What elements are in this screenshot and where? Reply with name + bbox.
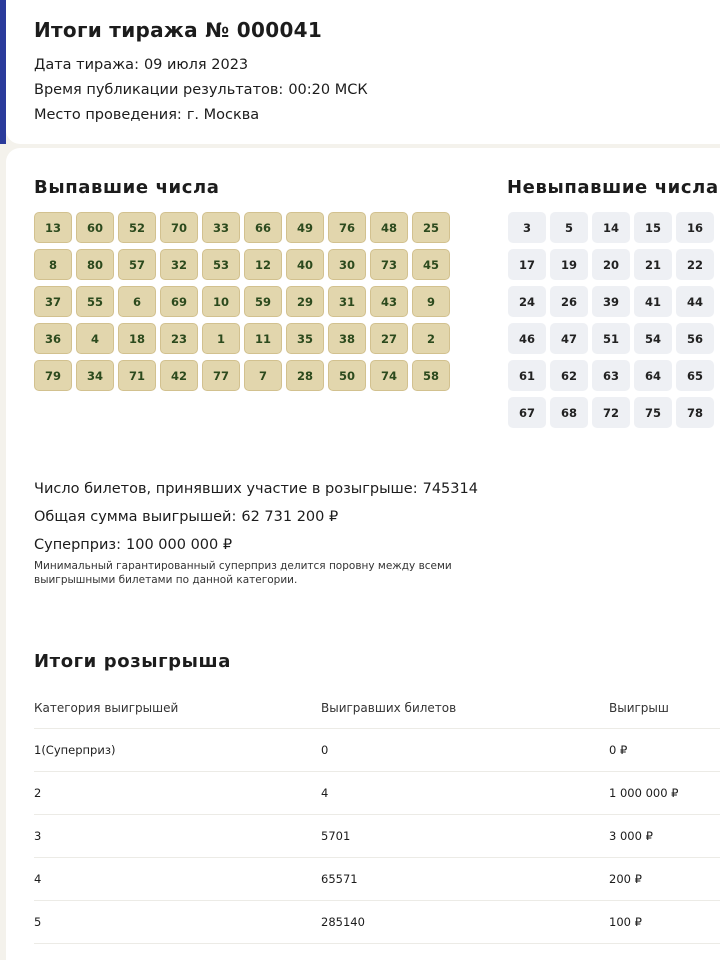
drawn-number: 49 (286, 212, 324, 243)
superprize-stat (34, 537, 232, 553)
undrawn-number: 14 (592, 212, 630, 243)
drawn-number: 2 (412, 323, 450, 354)
undrawn-number: 21 (634, 249, 672, 280)
location-line (34, 107, 259, 123)
undrawn-number: 26 (550, 286, 588, 317)
undrawn-number: 67 (508, 397, 546, 428)
undrawn-number: 46 (508, 323, 546, 354)
cell-winners: 285140 (321, 915, 365, 929)
undrawn-number: 78 (676, 397, 714, 428)
undrawn-number: 68 (550, 397, 588, 428)
drawn-number: 60 (76, 212, 114, 243)
drawn-number: 27 (370, 323, 408, 354)
undrawn-number: 44 (676, 286, 714, 317)
cell-prize: 3 000 ₽ (609, 829, 653, 843)
drawn-number: 6 (118, 286, 156, 317)
undrawn-number: 62 (550, 360, 588, 391)
drawn-number: 36 (34, 323, 72, 354)
drawn-number: 50 (328, 360, 366, 391)
drawn-number: 66 (244, 212, 282, 243)
drawn-number: 55 (76, 286, 114, 317)
drawn-number: 34 (76, 360, 114, 391)
undrawn-number: 72 (592, 397, 630, 428)
drawn-number: 35 (286, 323, 324, 354)
cell-category: 2 (34, 786, 42, 800)
undrawn-number: 5 (550, 212, 588, 243)
undrawn-number: 19 (550, 249, 588, 280)
drawn-number: 31 (328, 286, 366, 317)
draw-date-label: Дата тиража: (34, 57, 139, 73)
undrawn-number: 17 (508, 249, 546, 280)
drawn-numbers-title: Выпавшие числа (34, 177, 220, 198)
drawn-number: 4 (76, 323, 114, 354)
drawn-number: 69 (160, 286, 198, 317)
drawn-number: 40 (286, 249, 324, 280)
drawn-number: 58 (412, 360, 450, 391)
cell-winners: 5701 (321, 829, 351, 843)
undrawn-numbers-title: Невыпавшие числа (507, 177, 719, 198)
undrawn-number: 54 (634, 323, 672, 354)
undrawn-number: 75 (634, 397, 672, 428)
drawn-number: 28 (286, 360, 324, 391)
drawn-number: 70 (160, 212, 198, 243)
drawn-number: 10 (202, 286, 240, 317)
drawn-number: 7 (244, 360, 282, 391)
results-table-header (34, 688, 720, 729)
tickets-stat (34, 481, 478, 497)
drawn-number: 38 (328, 323, 366, 354)
cell-prize: 1 000 000 ₽ (609, 786, 679, 800)
location-label: Место проведения: (34, 107, 182, 123)
undrawn-number: 39 (592, 286, 630, 317)
cell-prize: 0 ₽ (609, 743, 628, 757)
cell-winners: 0 (321, 743, 329, 757)
drawn-number: 74 (370, 360, 408, 391)
results-title: Итоги розыгрыша (34, 651, 231, 672)
drawn-number: 57 (118, 249, 156, 280)
publish-time-label: Время публикации результатов: (34, 82, 284, 98)
total-winnings-label: Общая сумма выигрышей: (34, 509, 237, 525)
drawn-number: 23 (160, 323, 198, 354)
drawn-number: 76 (328, 212, 366, 243)
drawn-number: 80 (76, 249, 114, 280)
undrawn-number: 15 (634, 212, 672, 243)
drawn-number: 13 (34, 212, 72, 243)
total-winnings-value: 62 731 200 ₽ (241, 509, 339, 525)
undrawn-number: 16 (676, 212, 714, 243)
undrawn-number: 63 (592, 360, 630, 391)
cell-category: 1(Суперприз) (34, 743, 116, 757)
drawn-number: 42 (160, 360, 198, 391)
drawn-number: 43 (370, 286, 408, 317)
drawn-number: 77 (202, 360, 240, 391)
undrawn-number: 22 (676, 249, 714, 280)
cell-winners: 65571 (321, 872, 358, 886)
undrawn-number: 64 (634, 360, 672, 391)
table-row (34, 901, 720, 944)
cell-category: 5 (34, 915, 42, 929)
drawn-number: 32 (160, 249, 198, 280)
drawn-number: 8 (34, 249, 72, 280)
drawn-number: 29 (286, 286, 324, 317)
drawn-number: 18 (118, 323, 156, 354)
drawn-number: 73 (370, 249, 408, 280)
draw-date-line (34, 57, 248, 73)
drawn-number: 59 (244, 286, 282, 317)
superprize-note: Минимальный гарантированный суперприз делится поровну между всеми выигрышными билетами по данной категории. (34, 560, 452, 586)
column-header-category: Категория выигрышей (34, 701, 179, 715)
table-row (34, 815, 720, 858)
drawn-number: 9 (412, 286, 450, 317)
results-table (34, 688, 720, 944)
undrawn-number: 51 (592, 323, 630, 354)
drawn-number: 45 (412, 249, 450, 280)
cell-prize: 100 ₽ (609, 915, 642, 929)
total-winnings-stat (34, 509, 338, 525)
undrawn-number: 56 (676, 323, 714, 354)
table-row (34, 729, 720, 772)
publish-time-line (34, 82, 368, 98)
undrawn-numbers-grid (508, 212, 714, 428)
drawn-number: 11 (244, 323, 282, 354)
undrawn-number: 47 (550, 323, 588, 354)
cell-prize: 200 ₽ (609, 872, 642, 886)
drawn-number: 30 (328, 249, 366, 280)
drawn-numbers-grid (34, 212, 450, 391)
undrawn-number: 41 (634, 286, 672, 317)
undrawn-number: 24 (508, 286, 546, 317)
page-title: Итоги тиража № 000041 (34, 18, 323, 42)
drawn-number: 52 (118, 212, 156, 243)
column-header-winners: Выигравших билетов (321, 701, 457, 715)
drawn-number: 1 (202, 323, 240, 354)
drawn-number: 53 (202, 249, 240, 280)
drawn-number: 71 (118, 360, 156, 391)
drawn-number: 79 (34, 360, 72, 391)
superprize-label: Суперприз: (34, 537, 122, 553)
drawn-number: 25 (412, 212, 450, 243)
draw-date-value: 09 июля 2023 (143, 57, 249, 73)
drawn-number: 12 (244, 249, 282, 280)
undrawn-number: 3 (508, 212, 546, 243)
cell-winners: 4 (321, 786, 329, 800)
drawn-number: 37 (34, 286, 72, 317)
table-row (34, 858, 720, 901)
cell-category: 4 (34, 872, 42, 886)
undrawn-number: 61 (508, 360, 546, 391)
cell-category: 3 (34, 829, 42, 843)
superprize-value: 100 000 000 ₽ (126, 537, 233, 553)
column-header-prize: Выигрыш (609, 701, 669, 715)
drawn-number: 48 (370, 212, 408, 243)
undrawn-number: 65 (676, 360, 714, 391)
tickets-label: Число билетов, принявших участие в розыгрыше: (34, 481, 418, 497)
location-value: г. Москва (186, 107, 260, 123)
publish-time-value: 00:20 МСК (288, 82, 368, 98)
tickets-value: 745314 (422, 481, 478, 497)
drawn-number: 33 (202, 212, 240, 243)
table-row (34, 772, 720, 815)
undrawn-number: 20 (592, 249, 630, 280)
